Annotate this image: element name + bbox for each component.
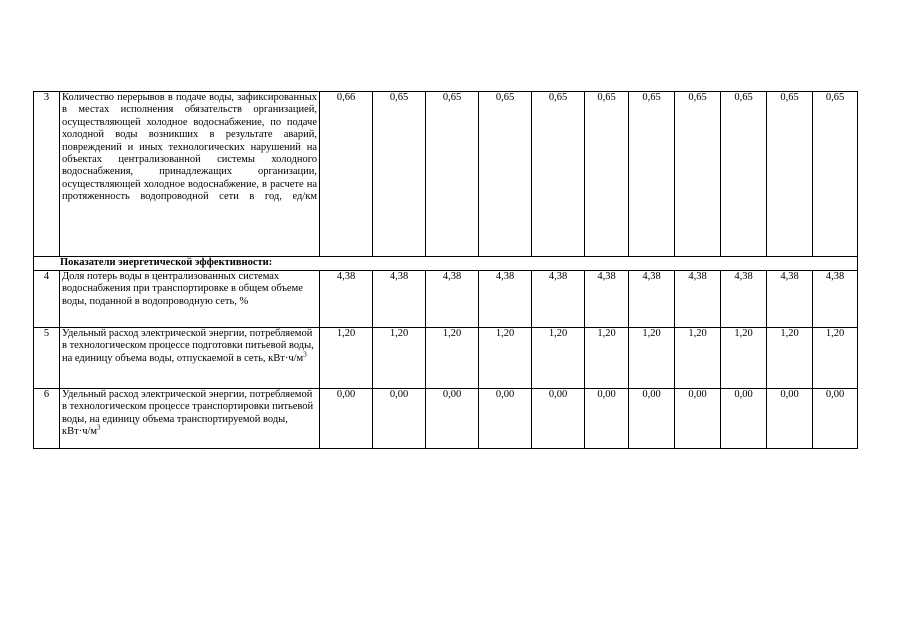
value-cell: 0,00 <box>721 389 767 449</box>
description-text: Количество перерывов в подаче воды, зафиксированных в местах исполнения обязательств организацией, осуществляющей холодное водоснабжение, по подаче холодной воды возникших в результате аварий, повреждений и иных технологических нарушений на объектах централизованной системы холодного водоснабжения, принадлежащих организации, осуществляющей холодное водоснабжение, в расчете на протяженность водопроводной сети в год, ед/км <box>62 92 317 203</box>
value-cell: 4,38 <box>813 271 858 328</box>
value-cell: 4,38 <box>767 271 813 328</box>
section-heading: Показатели энергетической эффективности: <box>34 257 858 271</box>
value-cell: 1,20 <box>721 328 767 389</box>
value-cell: 0,00 <box>675 389 721 449</box>
row-description <box>60 328 320 389</box>
value-cell: 0,65 <box>426 92 479 257</box>
value-cell: 0,65 <box>629 92 675 257</box>
value-cell: 1,20 <box>532 328 585 389</box>
value-cell: 0,65 <box>675 92 721 257</box>
value-cell: 0,00 <box>532 389 585 449</box>
value-cell: 0,00 <box>320 389 373 449</box>
value-cell: 4,38 <box>532 271 585 328</box>
value-cell: 1,20 <box>813 328 858 389</box>
table-row <box>34 328 858 389</box>
value-cell: 4,38 <box>426 271 479 328</box>
value-cell: 1,20 <box>767 328 813 389</box>
value-cell: 1,20 <box>320 328 373 389</box>
value-cell: 0,65 <box>813 92 858 257</box>
value-cell: 0,65 <box>532 92 585 257</box>
value-cell: 1,20 <box>675 328 721 389</box>
table-row <box>34 92 858 257</box>
description-text: Удельный расход электрической энергии, потребляемой в технологическом процессе транспортировки питьевой воды, на единицу объема транспортируемой воды, кВт·ч/м <box>62 389 314 438</box>
row-number: 3 <box>34 92 60 257</box>
value-cell: 0,65 <box>479 92 532 257</box>
value-cell: 4,38 <box>675 271 721 328</box>
value-cell: 0,65 <box>585 92 629 257</box>
table-row <box>34 271 858 328</box>
value-cell: 0,00 <box>479 389 532 449</box>
row-description <box>60 389 320 449</box>
value-cell: 0,00 <box>629 389 675 449</box>
value-cell: 1,20 <box>373 328 426 389</box>
row-description <box>60 271 320 328</box>
unit-superscript: 3 <box>303 350 307 359</box>
value-cell: 0,00 <box>813 389 858 449</box>
value-cell: 4,38 <box>629 271 675 328</box>
row-number: 5 <box>34 328 60 389</box>
row-number: 6 <box>34 389 60 449</box>
row-number: 4 <box>34 271 60 328</box>
row-description <box>60 92 320 257</box>
value-cell: 0,66 <box>320 92 373 257</box>
description-text: Удельный расход электрической энергии, потребляемой в технологическом процессе подготовки питьевой воды, на единицу объема воды, отпускаемой в сеть, кВт·ч/м <box>62 328 314 364</box>
unit-superscript: 3 <box>97 423 101 432</box>
table-row <box>34 389 858 449</box>
value-cell: 1,20 <box>426 328 479 389</box>
value-cell: 0,65 <box>721 92 767 257</box>
value-cell: 0,00 <box>585 389 629 449</box>
value-cell: 4,38 <box>585 271 629 328</box>
value-cell: 0,65 <box>373 92 426 257</box>
value-cell: 1,20 <box>585 328 629 389</box>
value-cell: 4,38 <box>320 271 373 328</box>
value-cell: 4,38 <box>721 271 767 328</box>
value-cell: 0,00 <box>373 389 426 449</box>
value-cell: 0,00 <box>767 389 813 449</box>
indicators-table <box>33 91 858 449</box>
section-row <box>34 257 858 271</box>
value-cell: 0,00 <box>426 389 479 449</box>
value-cell: 4,38 <box>373 271 426 328</box>
value-cell: 1,20 <box>629 328 675 389</box>
table-body <box>34 92 858 449</box>
value-cell: 4,38 <box>479 271 532 328</box>
value-cell: 0,65 <box>767 92 813 257</box>
value-cell: 1,20 <box>479 328 532 389</box>
description-text: Доля потерь воды в централизованных системах водоснабжения при транспортировке в общем объеме воды, поданной в водопроводную сеть, % <box>62 271 303 307</box>
